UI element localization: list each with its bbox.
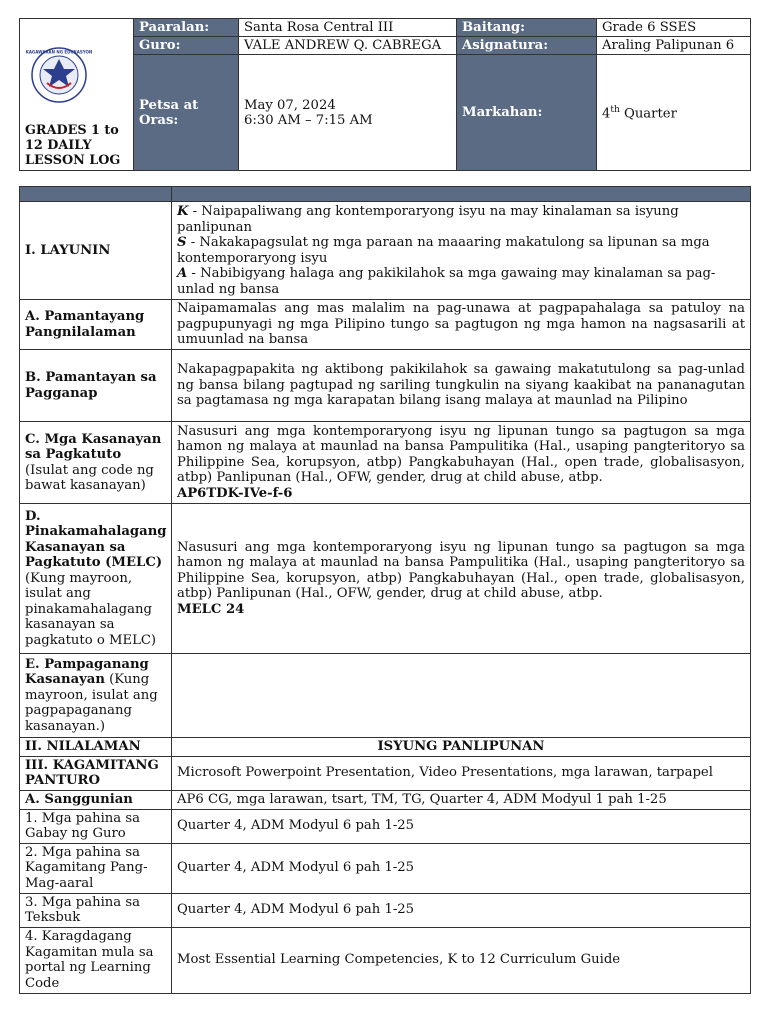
row-label: 4. Karagdagang Kagamitan mula sa portal ng Learning Code bbox=[20, 927, 172, 993]
row-content: Nasusuri ang mga kontemporaryong isyu ng lipunan tungo sa pagtugon sa mga hamon ng malaya at maunlad na bansa Pampulitika (Hal., usaping pangteritoryo sa Philippine Sea, korupsyon, atbp) Pangkabuhayan (Hal., open trade, globalisasyon, atbp) Panlipunan (Hal., OFW, gender, drug at child abuse, atbp. AP6TDK-IVe-f-6 bbox=[172, 422, 751, 504]
row-label: 1. Mga pahina sa Gabay ng Guro bbox=[20, 809, 172, 843]
row-content: Quarter 4, ADM Modyul 6 pah 1-25 bbox=[172, 809, 751, 843]
row-label: 3. Mga pahina sa Teksbuk bbox=[20, 893, 172, 927]
table-row bbox=[20, 422, 751, 504]
row-content: Nakapagpapakita ng aktibong pakikilahok sa gawaing makatutulong sa pag-unlad ng bansa bilang pagtupad ng sariling tungkulin na siyang kaakibat na pananagutan sa pagtamasa ng mga karapatan bilang isang malaya at maunlad na Pilipino bbox=[172, 350, 751, 422]
row-content: Microsoft Powerpoint Presentation, Video Presentations, mga larawan, tarpapel bbox=[172, 756, 751, 790]
teacher-value: VALE ANDREW Q. CABREGA bbox=[239, 37, 457, 55]
lesson-log-title: GRADES 1 to 12 DAILY LESSON LOG bbox=[25, 123, 121, 168]
date-label: Petsa at Oras: bbox=[134, 55, 239, 171]
school-label: Paaralan: bbox=[134, 19, 239, 37]
row-label: 2. Mga pahina sa Kagamitang Pang-Mag-aaral bbox=[20, 843, 172, 893]
subject-value: Araling Palipunan 6 bbox=[597, 37, 751, 55]
table-row bbox=[20, 350, 751, 422]
row-label: E. Pampaganang Kasanayan (Kung mayroon, isulat ang pagpapaganang kasanayan.) bbox=[20, 654, 172, 738]
teacher-label: Guro: bbox=[134, 37, 239, 55]
row-label: I. LAYUNIN bbox=[20, 202, 172, 300]
row-label: B. Pamantayan sa Pagganap bbox=[20, 350, 172, 422]
table-row bbox=[20, 756, 751, 790]
header-table bbox=[19, 18, 751, 171]
quarter-value: 4th Quarter bbox=[597, 55, 751, 171]
grade-label: Baitang: bbox=[457, 19, 597, 37]
quarter-label: Markahan: bbox=[457, 55, 597, 171]
row-label: II. NILALAMAN bbox=[20, 738, 172, 757]
table-row bbox=[20, 893, 751, 927]
subject-label: Asignatura: bbox=[457, 37, 597, 55]
grade-value: Grade 6 SSES bbox=[597, 19, 751, 37]
deped-seal-icon bbox=[25, 47, 93, 103]
row-content: Naipamamalas ang mas malalim na pag-unawa at pagpapahalaga sa patuloy na pagpupunyagi ng mga Pilipino tungo sa pagtugon ng mga hamon na nagsasarili at umuunlad na bansa bbox=[172, 300, 751, 350]
melc-code: MELC 24 bbox=[177, 601, 245, 617]
row-content bbox=[172, 654, 751, 738]
table-row bbox=[20, 738, 751, 757]
table-row bbox=[20, 927, 751, 993]
table-row bbox=[20, 843, 751, 893]
lesson-log-title-cell bbox=[20, 19, 134, 171]
time-value: 6:30 AM – 7:15 AM bbox=[244, 112, 373, 128]
table-header-row bbox=[20, 187, 751, 202]
row-label: D. Pinakamahalagang Kasanayan sa Pagkatuto (MELC) (Kung mayroon, isulat ang pinakamahalagang kasanayan sa pagkatuto o MELC) bbox=[20, 504, 172, 654]
row-content: AP6 CG, mga larawan, tsart, TM, TG, Quarter 4, ADM Modyul 1 pah 1-25 bbox=[172, 790, 751, 809]
table-row bbox=[20, 809, 751, 843]
row-content: Nasusuri ang mga kontemporaryong isyu ng lipunan tungo sa pagtugon sa mga hamon ng malaya at maunlad na bansa Pampulitika (Hal., usaping pangteritoryo sa Philippine Sea, korupsyon, atbp) Pangkabuhayan (Hal., open trade, globalisasyon, atbp) Panlipunan (Hal., OFW, gender, drug at child abuse, atbp. MELC 24 bbox=[172, 504, 751, 654]
table-row bbox=[20, 790, 751, 809]
svg-text:KAGAWARAN NG EDUKASYON: KAGAWARAN NG EDUKASYON bbox=[25, 49, 93, 55]
school-value: Santa Rosa Central III bbox=[239, 19, 457, 37]
competency-code: AP6TDK-IVe-f-6 bbox=[177, 485, 293, 501]
row-content: Quarter 4, ADM Modyul 6 pah 1-25 bbox=[172, 843, 751, 893]
content-topic: ISYUNG PANLIPUNAN bbox=[172, 738, 751, 757]
row-label: A. Sanggunian bbox=[20, 790, 172, 809]
table-row bbox=[20, 504, 751, 654]
row-content: Most Essential Learning Competencies, K to 12 Curriculum Guide bbox=[172, 927, 751, 993]
row-label: A. Pamantayang Pangnilalaman bbox=[20, 300, 172, 350]
row-content: Quarter 4, ADM Modyul 6 pah 1-25 bbox=[172, 893, 751, 927]
row-label: III. KAGAMITANG PANTURO bbox=[20, 756, 172, 790]
table-row bbox=[20, 202, 751, 300]
row-label: C. Mga Kasanayan sa Pagkatuto (Isulat ang code ng bawat kasanayan) bbox=[20, 422, 172, 504]
table-row bbox=[20, 300, 751, 350]
date-time-cell bbox=[239, 55, 457, 171]
table-row bbox=[20, 654, 751, 738]
date-value: May 07, 2024 bbox=[244, 97, 336, 113]
lesson-table bbox=[19, 186, 751, 994]
objectives-cell: K - Naipapaliwang ang kontemporaryong isyu na may kinalaman sa isyung panlipunan S - Nakakapagsulat ng mga paraan na maaaring makatulong sa lipunan sa mga kontemporaryong isyu A - Nabibigyang halaga ang pakikilahok sa mga gawaing may kinalaman sa pag-unlad ng bansa bbox=[172, 202, 751, 300]
